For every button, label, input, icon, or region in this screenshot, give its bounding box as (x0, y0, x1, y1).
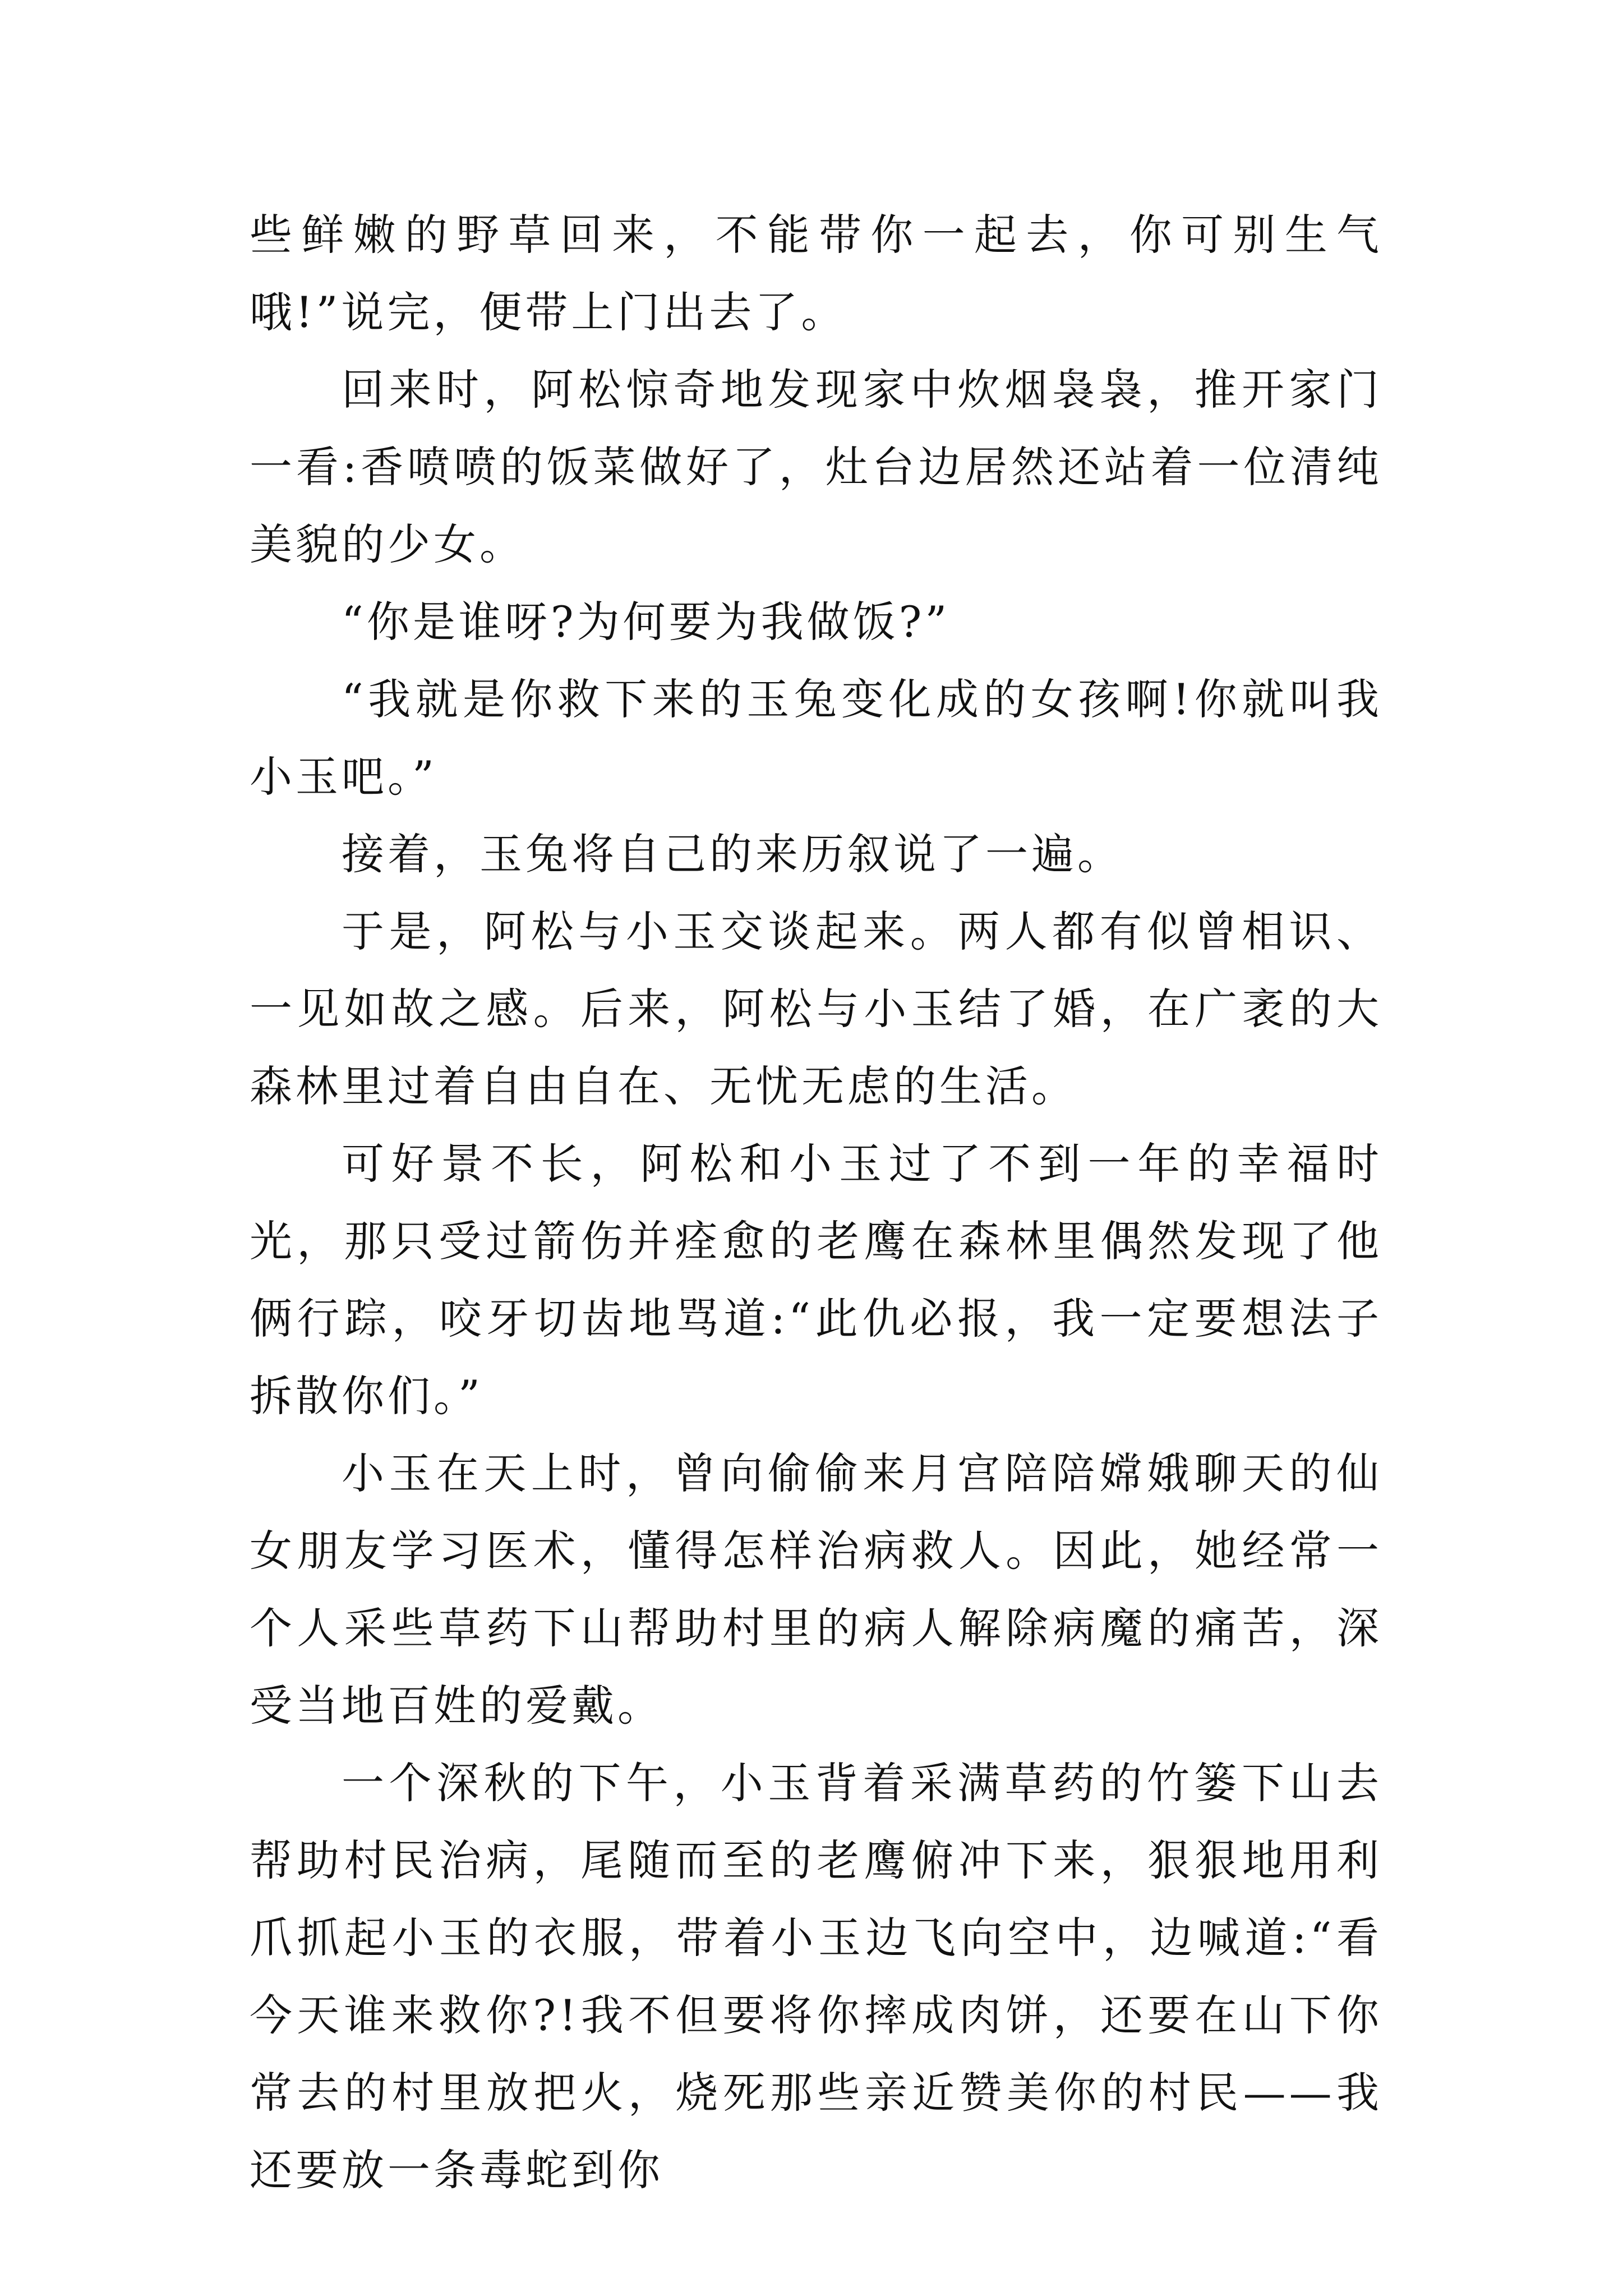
paragraph-6: 于是，阿松与小玉交谈起来。两人都有似曾相识、一见如故之感。后来，阿松与小玉结了婚，在广袤的大森林里过着自由自在、无忧无虑的生活。 (250, 907, 1382, 1111)
paragraph-8: 小玉在天上时，曾向偷偷来月宫陪陪嫦娥聊天的仙女朋友学习医术，懂得怎样治病救人。因此，她经常一个人采些草药下山帮助村里的病人解除病魔的痛苦，深受当地百姓的爱戴。 (250, 1448, 1382, 1731)
paragraph-9: 一个深秋的下午，小玉背着采满草药的竹篓下山去帮助村民治病，尾随而至的老鹰俯冲下来，狠狠地用利爪抓起小玉的衣服，带着小玉边飞向空中，边喊道:“看今天谁来救你?!我不但要将你摔成肉饼，还要在山下你常去的村里放把火，烧死那些亲近赞美你的村民——我还要放一条毒蛇到你 (250, 1758, 1382, 2195)
paragraph-1: 些鲜嫩的野草回来，不能带你一起去，你可别生气哦!”说完，便带上门出去了。 (250, 210, 1382, 337)
paragraph-5: 接着，玉兔将自己的来历叙说了一遍。 (342, 829, 1123, 879)
paragraph-7: 可好景不长，阿松和小玉过了不到一年的幸福时光，那只受过箭伤并痊愈的老鹰在森林里偶然发现了他俩行踪，咬牙切齿地骂道:“此仇必报，我一定要想法子拆散你们。” (250, 1139, 1382, 1421)
document-body (250, 196, 1382, 2209)
paragraph-4: “我就是你救下来的玉兔变化成的女孩啊!你就叫我小玉吧。” (250, 674, 1382, 802)
paragraph-3: “你是谁呀?为何要为我做饭?” (342, 597, 951, 647)
paragraph-2: 回来时，阿松惊奇地发现家中炊烟袅袅，推开家门一看:香喷喷的饭菜做好了，灶台边居然还站着一位清纯美貌的少女。 (250, 365, 1382, 569)
